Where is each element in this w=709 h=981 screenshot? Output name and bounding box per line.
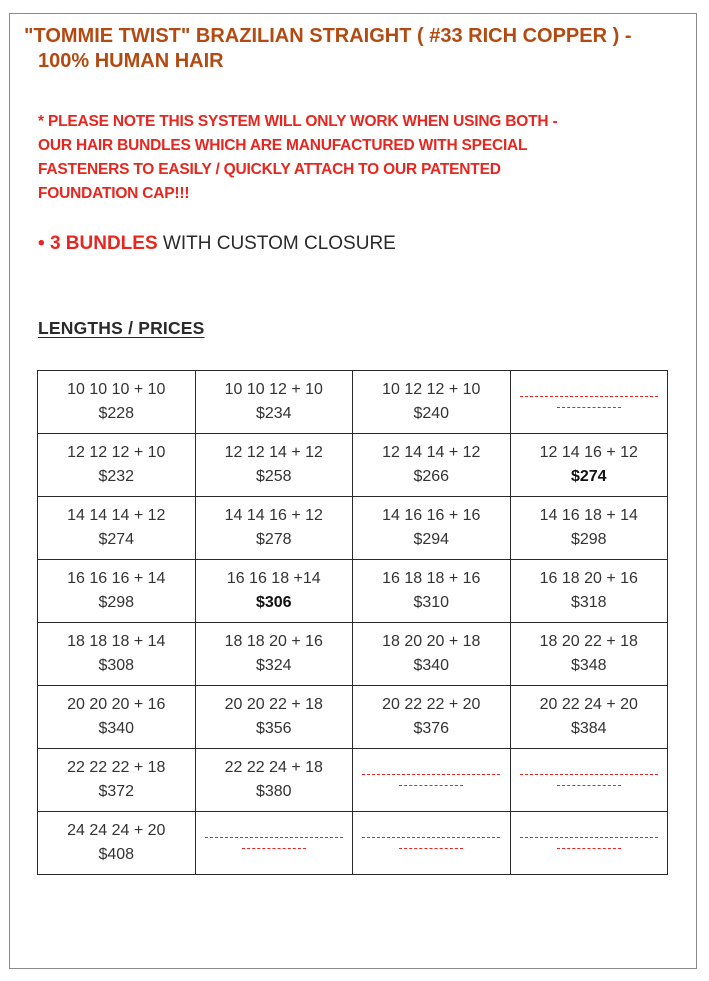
price-cell: [38, 812, 196, 875]
notice-line-1: * PLEASE NOTE THIS SYSTEM WILL ONLY WORK WHEN USING BOTH -: [38, 113, 558, 130]
price-value: $278: [255, 531, 292, 548]
price-cell: [38, 686, 196, 749]
price-value: $372: [98, 783, 135, 800]
length-combo: 18 20 20 + 18: [382, 633, 481, 650]
price-value: $380: [255, 783, 292, 800]
dash-placeholder: [362, 837, 500, 838]
price-value: $340: [98, 720, 135, 737]
empty-cell: [510, 812, 668, 875]
price-cell: [353, 686, 511, 749]
price-cell: [195, 560, 353, 623]
price-value: $258: [255, 468, 292, 485]
price-cell: [510, 560, 668, 623]
price-value: $240: [413, 405, 450, 422]
price-cell: [353, 623, 511, 686]
price-value: $294: [413, 531, 450, 548]
table-row: [38, 560, 668, 623]
empty-cell: [353, 812, 511, 875]
price-cell: [38, 560, 196, 623]
price-value: $324: [255, 657, 292, 674]
table-row: [38, 497, 668, 560]
table-row: [38, 371, 668, 434]
price-value: $298: [570, 531, 607, 548]
price-cell: [195, 371, 353, 434]
price-cell: [38, 371, 196, 434]
price-value: $384: [570, 720, 607, 737]
price-cell: [353, 497, 511, 560]
price-value: $298: [98, 594, 135, 611]
length-combo: 20 22 24 + 20: [539, 696, 638, 713]
length-combo: 20 20 22 + 18: [224, 696, 323, 713]
length-combo: 12 12 12 + 10: [67, 444, 166, 461]
price-value: $408: [98, 846, 135, 863]
price-cell: [353, 560, 511, 623]
length-combo: 12 14 16 + 12: [539, 444, 638, 461]
price-cell: [510, 497, 668, 560]
length-combo: 22 22 22 + 18: [67, 759, 166, 776]
length-combo: 14 14 16 + 12: [224, 507, 323, 524]
dash-placeholder: [557, 848, 621, 849]
price-cell: [195, 749, 353, 812]
length-combo: 14 16 18 + 14: [539, 507, 638, 524]
price-cell: [353, 434, 511, 497]
price-cell: [195, 497, 353, 560]
price-table-body: [38, 371, 668, 875]
price-cell: [510, 686, 668, 749]
length-combo: 10 12 12 + 10: [382, 381, 481, 398]
length-combo: 14 14 14 + 12: [67, 507, 166, 524]
dash-placeholder: [520, 396, 658, 397]
length-combo: 10 10 10 + 10: [67, 381, 166, 398]
price-cell: [353, 371, 511, 434]
length-combo: 18 18 20 + 16: [224, 633, 323, 650]
table-row: [38, 812, 668, 875]
price-value: $356: [255, 720, 292, 737]
price-value: $266: [413, 468, 450, 485]
empty-cell: [510, 749, 668, 812]
empty-cell: [510, 371, 668, 434]
table-row: [38, 623, 668, 686]
price-value: $232: [98, 468, 135, 485]
price-cell: [38, 497, 196, 560]
price-cell: [38, 434, 196, 497]
notice-line-3: FASTENERS TO EASILY / QUICKLY ATTACH TO OUR PATENTED: [38, 161, 501, 178]
table-row: [38, 686, 668, 749]
price-value: $308: [98, 657, 135, 674]
notice-line-4: FOUNDATION CAP!!!: [38, 185, 190, 202]
length-combo: 22 22 24 + 18: [224, 759, 323, 776]
dash-placeholder: [520, 774, 658, 775]
price-value: $376: [413, 720, 450, 737]
price-cell: [510, 434, 668, 497]
dash-placeholder: [399, 848, 463, 849]
price-value: $310: [413, 594, 450, 611]
dash-placeholder: [557, 407, 621, 408]
notice-line-2: OUR HAIR BUNDLES WHICH ARE MANUFACTURED WITH SPECIAL: [38, 137, 528, 154]
length-combo: 16 18 18 + 16: [382, 570, 481, 587]
bundles-rest: WITH CUSTOM CLOSURE: [157, 233, 396, 254]
table-row: [38, 749, 668, 812]
price-value: $234: [255, 405, 292, 422]
price-value: $306: [255, 594, 292, 611]
length-combo: 10 10 12 + 10: [224, 381, 323, 398]
price-value: $228: [98, 405, 135, 422]
title-line-2: 100% HUMAN HAIR: [38, 50, 224, 72]
price-value: $348: [570, 657, 607, 674]
dash-placeholder: [557, 785, 621, 786]
empty-cell: [353, 749, 511, 812]
dash-placeholder: [399, 785, 463, 786]
system-notice: [38, 110, 678, 206]
price-cell: [38, 749, 196, 812]
empty-cell: [195, 812, 353, 875]
length-combo: 16 18 20 + 16: [539, 570, 638, 587]
price-cell: [195, 434, 353, 497]
length-combo: 16 16 18 +14: [226, 570, 321, 587]
price-value: $274: [570, 468, 607, 485]
title-line-1: "TOMMIE TWIST" BRAZILIAN STRAIGHT ( #33 RICH COPPER ) -: [24, 25, 632, 47]
table-row: [38, 434, 668, 497]
price-value: $340: [413, 657, 450, 674]
dash-placeholder: [205, 837, 343, 838]
length-combo: 14 16 16 + 16: [382, 507, 481, 524]
dash-placeholder: [362, 774, 500, 775]
length-combo: 18 20 22 + 18: [539, 633, 638, 650]
length-combo: 12 14 14 + 12: [382, 444, 481, 461]
price-cell: [510, 623, 668, 686]
bundles-highlight: 3 BUNDLES: [49, 233, 158, 254]
price-cell: [38, 623, 196, 686]
section-heading: LENGTHS / PRICES: [38, 318, 205, 338]
bullet-icon: •: [38, 233, 45, 254]
price-table: [37, 370, 668, 875]
length-combo: 16 16 16 + 14: [67, 570, 166, 587]
price-value: $274: [98, 531, 135, 548]
dash-placeholder: [242, 848, 306, 849]
price-cell: [195, 686, 353, 749]
length-combo: 24 24 24 + 20: [67, 822, 166, 839]
price-cell: [195, 623, 353, 686]
length-combo: 12 12 14 + 12: [224, 444, 323, 461]
dash-placeholder: [520, 837, 658, 838]
length-combo: 20 20 20 + 16: [67, 696, 166, 713]
length-combo: 18 18 18 + 14: [67, 633, 166, 650]
length-combo: 20 22 22 + 20: [382, 696, 481, 713]
bundles-line: [38, 231, 396, 257]
price-value: $318: [570, 594, 607, 611]
page-title: [14, 24, 694, 74]
